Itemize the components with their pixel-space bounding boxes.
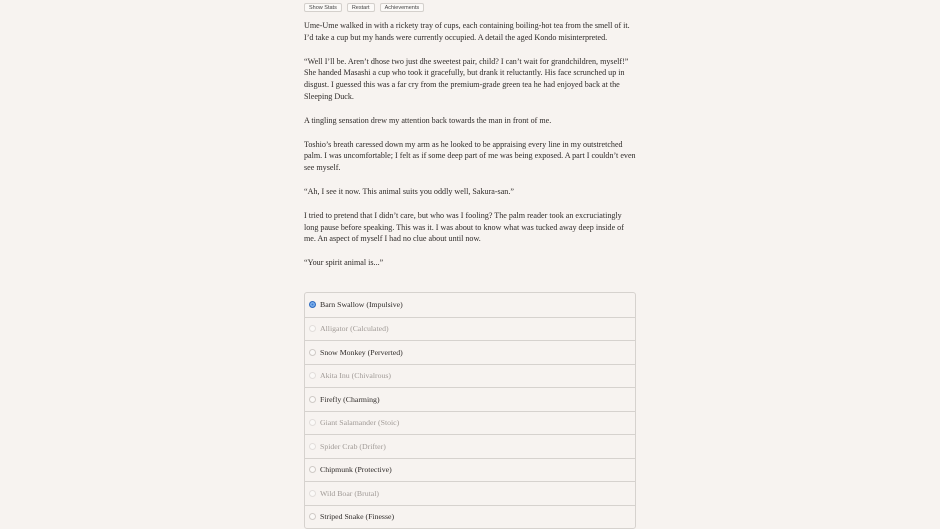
radio-icon[interactable] (309, 513, 316, 520)
radio-disabled-icon (309, 490, 316, 497)
radio-icon[interactable] (309, 349, 316, 356)
choice-label: Barn Swallow (Impulsive) (320, 300, 403, 310)
choice-barn-swallow[interactable] (305, 293, 635, 317)
choice-wild-boar (305, 481, 635, 505)
story-passage (304, 20, 637, 281)
story-paragraph: A tingling sensation drew my attention back towards the man in front of me. (304, 115, 552, 125)
story-paragraph: I tried to pretend that I didn’t care, but who was I fooling? The palm reader took an excruciatingly long pause before speaking. This was it. I was about to know what was tucked away deep inside of me. An aspect of myself I had no clue about until now. (304, 210, 624, 244)
radio-icon[interactable] (309, 466, 316, 473)
radio-disabled-icon (309, 419, 316, 426)
choice-striped-snake[interactable] (305, 505, 635, 529)
choice-akita-inu (305, 364, 635, 388)
choice-snow-monkey[interactable] (305, 340, 635, 364)
choice-label: Firefly (Charming) (320, 394, 380, 404)
choice-label: Wild Boar (Brutal) (320, 488, 380, 498)
choice-label: Chipmunk (Protective) (320, 465, 392, 475)
choice-spider-crab (305, 434, 635, 458)
story-paragraph: “Your spirit animal is...” (304, 258, 384, 268)
choice-giant-salamander (305, 411, 635, 435)
choice-firefly[interactable] (305, 387, 635, 411)
achievements-button[interactable]: Achievements (380, 3, 425, 12)
toolbar (304, 3, 424, 12)
choice-label: Spider Crab (Drifter) (320, 441, 386, 451)
choice-label: Snow Monkey (Perverted) (320, 347, 403, 357)
story-paragraph: Toshio’s breath caressed down my arm as he looked to be appraising every line in my outstretched palm. I was uncomfortable; I felt as if some deep part of me was being exposed. A part I couldn’t even see myself. (304, 139, 636, 173)
radio-disabled-icon (309, 443, 316, 450)
choice-list (304, 292, 636, 529)
choice-label: Striped Snake (Finesse) (320, 512, 395, 522)
choice-chipmunk[interactable] (305, 458, 635, 482)
choice-label: Alligator (Calculated) (320, 324, 389, 334)
show-stats-button[interactable]: Show Stats (304, 3, 342, 12)
choice-label: Akita Inu (Chivalrous) (320, 371, 392, 381)
radio-disabled-icon (309, 325, 316, 332)
story-paragraph: “Ah, I see it now. This animal suits you oddly well, Sakura-san.” (304, 186, 514, 196)
radio-disabled-icon (309, 372, 316, 379)
choice-alligator (305, 317, 635, 341)
restart-button[interactable]: Restart (347, 3, 375, 12)
story-paragraph: “Well I’ll be. Aren’t dhose two just dhe sweetest pair, child? I can’t wait for grandchildren, myself!” She handed Masashi a cup who took it gracefully, but drank it reluctantly. His face scrunched up in disgust. I guessed this was a far cry from the premium-grade green tea he had enjoyed back at the Sleeping Duck. (304, 56, 629, 101)
radio-icon[interactable] (309, 396, 316, 403)
radio-selected-icon[interactable] (309, 301, 316, 308)
story-paragraph: Ume-Ume walked in with a rickety tray of cups, each containing boiling-hot tea from the smell of it. I’d take a cup but my hands were currently occupied. A detail the aged Kondo misinterpreted. (304, 21, 630, 42)
choice-label: Giant Salamander (Stoic) (320, 418, 400, 428)
